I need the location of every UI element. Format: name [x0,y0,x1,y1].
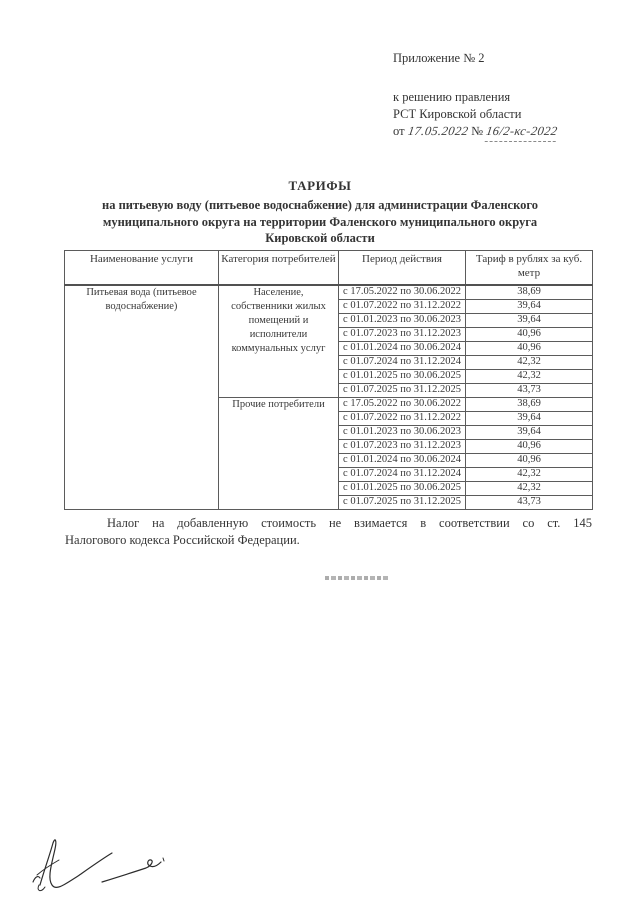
tariff-cell: 42,32 [466,370,593,384]
tariff-cell: 40,96 [466,328,593,342]
period-cell: с 01.01.2023 по 30.06.2023 [339,426,466,440]
period-cell: с 01.07.2022 по 31.12.2022 [339,412,466,426]
period-cell: с 01.07.2023 по 31.12.2023 [339,328,466,342]
period-cell: с 01.01.2023 по 30.06.2023 [339,314,466,328]
tariff-cell: 43,73 [466,384,593,398]
tax-note-line-2: Налогового кодекса Российской Федерации. [65,532,300,547]
table-row [65,285,593,300]
tariff-cell: 40,96 [466,440,593,454]
period-cell: с 01.07.2023 по 31.12.2023 [339,440,466,454]
period-cell: с 01.01.2025 по 30.06.2025 [339,482,466,496]
appendix-ref-line-3 [393,123,623,142]
tariff-cell: 38,69 [466,285,593,300]
signature-left [33,840,112,891]
table-header-row [65,251,593,286]
tariff-cell: 42,32 [466,468,593,482]
period-cell: с 01.07.2025 по 31.12.2025 [339,384,466,398]
handwritten-decision-number: 16/2-кс-2022 [485,123,559,142]
category-cell-other: Прочие потребители [219,398,339,510]
tariff-cell: 39,64 [466,314,593,328]
tax-note-line-1: Налог на добавленную стоимость не взимается в соответствии со ст. 145 [107,516,592,530]
header-category: Категория потребителей [219,251,339,286]
tariff-cell: 40,96 [466,342,593,356]
period-cell: с 01.07.2022 по 31.12.2022 [339,300,466,314]
tariff-cell: 39,64 [466,426,593,440]
appendix-ref-line-1: к решению правления [393,90,511,104]
tariff-cell: 43,73 [466,496,593,510]
appendix-ref-line-2: РСТ Кировской области [393,107,522,121]
appendix-header [393,50,623,142]
tariff-cell: 40,96 [466,454,593,468]
tariff-cell: 39,64 [466,300,593,314]
date-prefix: от [393,124,405,138]
handwritten-date: 17.05.2022 [406,124,469,138]
tariff-cell: 38,69 [466,398,593,412]
header-period: Период действия [339,251,466,286]
signature-right [102,858,164,882]
period-cell: с 01.01.2025 по 30.06.2025 [339,370,466,384]
header-service: Наименование услуги [65,251,219,286]
tariff-cell: 39,64 [466,412,593,426]
micro-print-artifact [325,576,389,580]
category-cell-population: Население, собственники жилых помещений и исполнители коммунальных услуг [219,285,339,398]
period-cell: с 17.05.2022 по 30.06.2022 [339,285,466,300]
period-cell: с 17.05.2022 по 30.06.2022 [339,398,466,412]
period-cell: с 01.07.2024 по 31.12.2024 [339,356,466,370]
period-cell: с 01.07.2025 по 31.12.2025 [339,496,466,510]
tariff-cell: 42,32 [466,482,593,496]
tariff-table [64,250,593,510]
number-sign: № [471,124,483,138]
period-cell: с 01.07.2024 по 31.12.2024 [339,468,466,482]
service-cell: Питьевая вода (питьевое водоснабжение) [65,285,219,510]
appendix-number: Приложение № 2 [393,51,485,65]
signatures-area [26,832,176,900]
document-title: ТАРИФЫ [288,178,352,193]
header-tariff: Тариф в рублях за куб. метр [466,251,593,286]
period-cell: с 01.01.2024 по 30.06.2024 [339,454,466,468]
tax-note [65,515,592,548]
document-subtitle: на питьевую воду (питьевое водоснабжение) для администрации Фаленского муниципального округа на территории Фаленского муниципального округа Кировской области [102,198,538,245]
tariff-cell: 42,32 [466,356,593,370]
period-cell: с 01.01.2024 по 30.06.2024 [339,342,466,356]
title-block [40,178,600,247]
